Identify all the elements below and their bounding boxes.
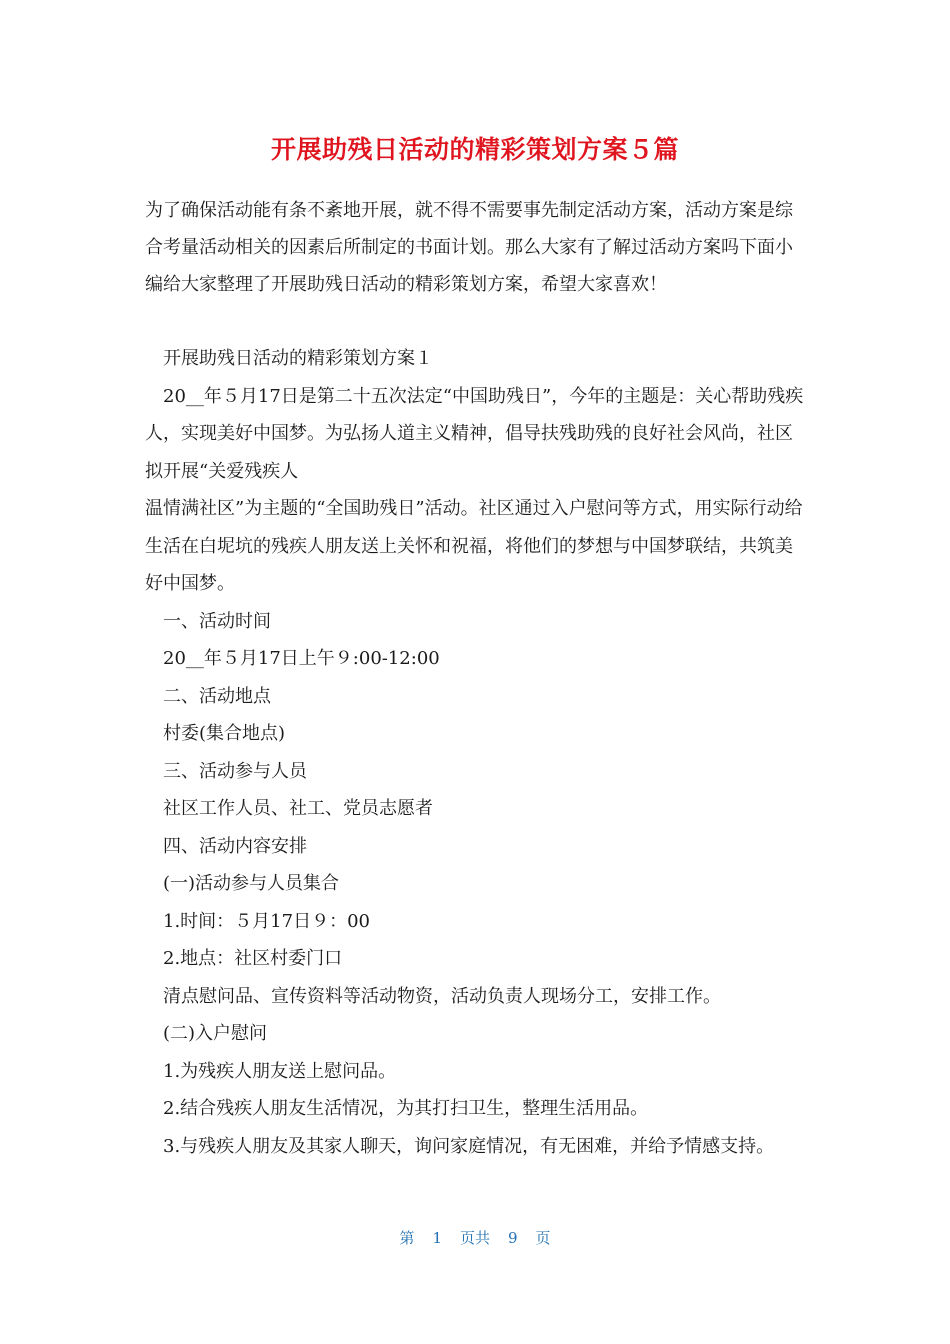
heading-activity-place: 二、活动地点 <box>163 685 271 707</box>
list-item: 2.结合残疾人朋友生活情况，为其打扫卫生，整理生活用品。 <box>163 1098 649 1119</box>
activity-place-value: 村委(集合地点) <box>163 723 286 744</box>
intro-paragraph: 为了确保活动能有条不紊地开展，就不得不需要事先制定活动方案，活动方案是综合考量活动相关的因素后所制定的书面计划。那么大家有了解过活动方案吗下面小编给大家整理了开展助残日活动的精彩策划方案，希望大家喜欢！ <box>145 200 793 295</box>
page-footer <box>0 1227 950 1248</box>
section-title: 开展助残日活动的精彩策划方案１ <box>163 348 433 369</box>
subheading-visit: (二)入户慰问 <box>163 1023 268 1044</box>
footer-middle: 页共 <box>459 1229 490 1247</box>
page-number-total: 9 <box>508 1229 518 1247</box>
paragraph: 清点慰问品、宣传资料等活动物资，活动负责人现场分工，安排工作。 <box>163 985 721 1007</box>
page-number-current: 1 <box>432 1229 442 1247</box>
footer-prefix: 第 <box>399 1229 415 1247</box>
subheading-gather: (一)活动参与人员集合 <box>163 873 340 894</box>
paragraph: 温情满社区”为主题的“全国助残日”活动。社区通过入户慰问等方式，用实际行动给生活在白坭坑的残疾人朋友送上关怀和祝福，将他们的梦想与中国梦联结，共筑美好中国梦。 <box>145 498 803 594</box>
footer-suffix: 页 <box>535 1229 551 1247</box>
document-body <box>145 340 810 1165</box>
list-item: 1.时间：５月17日９：00 <box>163 910 370 932</box>
list-item: 3.与残疾人朋友及其家人聊天，询问家庭情况，有无困难，并给予情感支持。 <box>163 1135 775 1157</box>
paragraph: 20__年５月17日是第二十五次法定“中国助残日”，今年的主题是：关心帮助残疾人，实现美好中国梦。为弘扬人道主义精神，倡导扶残助残的良好社会风尚，社区拟开展“关爱残疾人 <box>145 385 804 482</box>
list-item: 1.为残疾人朋友送上慰问品。 <box>163 1060 397 1082</box>
heading-content: 四、活动内容安排 <box>163 835 307 857</box>
heading-participants: 三、活动参与人员 <box>163 760 307 782</box>
participants-value: 社区工作人员、社工、党员志愿者 <box>163 798 433 819</box>
activity-time-value: 20__年５月17日上午９:00-12:00 <box>163 648 440 669</box>
heading-activity-time: 一、活动时间 <box>163 610 271 632</box>
list-item: 2.地点：社区村委门口 <box>163 948 343 969</box>
document-title: 开展助残日活动的精彩策划方案５篇 <box>270 135 679 164</box>
